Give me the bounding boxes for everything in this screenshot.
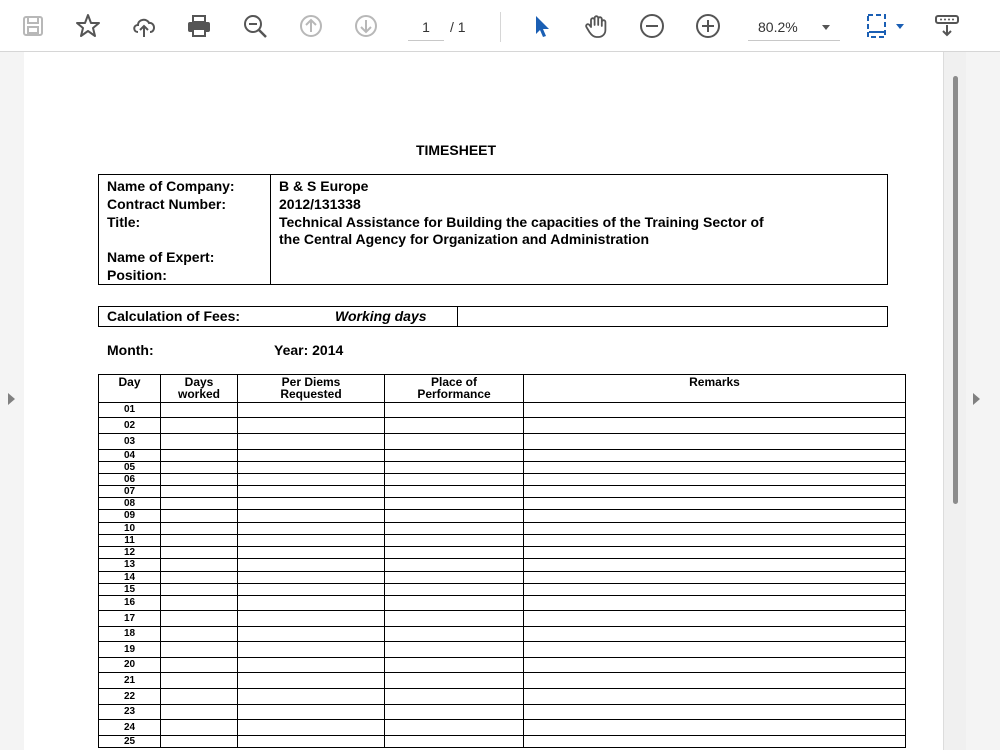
place-cell bbox=[385, 535, 524, 547]
per-diems-cell bbox=[238, 434, 385, 450]
month-label: Month: bbox=[107, 342, 154, 358]
remarks-cell bbox=[524, 627, 906, 642]
table-row bbox=[99, 658, 906, 673]
header-place bbox=[385, 375, 524, 403]
remarks-cell bbox=[524, 559, 906, 572]
day-cell: 18 bbox=[99, 627, 161, 642]
timesheet-table bbox=[98, 374, 906, 748]
per-diems-cell bbox=[238, 510, 385, 523]
place-cell bbox=[385, 403, 524, 418]
table-row bbox=[99, 523, 906, 535]
remarks-cell bbox=[524, 510, 906, 523]
days-worked-cell bbox=[161, 510, 238, 523]
place-cell bbox=[385, 611, 524, 627]
remarks-cell bbox=[524, 450, 906, 462]
table-row bbox=[99, 403, 906, 418]
day-cell: 13 bbox=[99, 559, 161, 572]
days-worked-cell bbox=[161, 450, 238, 462]
expand-right-panel-icon[interactable] bbox=[973, 393, 980, 405]
remarks-cell bbox=[524, 486, 906, 498]
table-row bbox=[99, 673, 906, 689]
header-place-line2: Performance bbox=[417, 387, 491, 401]
chevron-down-icon bbox=[822, 25, 830, 30]
remarks-cell bbox=[524, 418, 906, 434]
contract-info-box bbox=[98, 174, 888, 285]
info-box-divider bbox=[270, 175, 271, 284]
place-cell bbox=[385, 689, 524, 705]
bookmark-star-icon[interactable] bbox=[72, 10, 104, 42]
pdf-page bbox=[24, 52, 943, 750]
header-per-diems-line2: Requested bbox=[280, 387, 342, 401]
table-header-row bbox=[99, 375, 906, 403]
per-diems-cell bbox=[238, 418, 385, 434]
days-worked-cell bbox=[161, 498, 238, 510]
days-worked-cell bbox=[161, 535, 238, 547]
document-viewport[interactable] bbox=[0, 52, 1000, 750]
table-row bbox=[99, 474, 906, 486]
zoom-out-icon[interactable] bbox=[636, 10, 668, 42]
table-row bbox=[99, 642, 906, 658]
remarks-cell bbox=[524, 642, 906, 658]
remarks-cell bbox=[524, 736, 906, 748]
days-worked-cell bbox=[161, 642, 238, 658]
remarks-cell bbox=[524, 535, 906, 547]
table-row bbox=[99, 705, 906, 720]
days-worked-cell bbox=[161, 523, 238, 535]
place-cell bbox=[385, 572, 524, 584]
place-cell bbox=[385, 720, 524, 736]
place-cell bbox=[385, 462, 524, 474]
place-cell bbox=[385, 510, 524, 523]
document-title: TIMESHEET bbox=[415, 142, 497, 158]
remarks-cell bbox=[524, 498, 906, 510]
position-label: Position: bbox=[107, 267, 167, 283]
place-cell bbox=[385, 736, 524, 748]
per-diems-cell bbox=[238, 736, 385, 748]
day-cell: 07 bbox=[99, 486, 161, 498]
day-cell: 02 bbox=[99, 418, 161, 434]
table-row bbox=[99, 611, 906, 627]
table-row bbox=[99, 418, 906, 434]
place-cell bbox=[385, 642, 524, 658]
days-worked-cell bbox=[161, 418, 238, 434]
per-diems-cell bbox=[238, 658, 385, 673]
day-cell: 15 bbox=[99, 584, 161, 596]
table-row bbox=[99, 627, 906, 642]
right-panel-toggle[interactable] bbox=[966, 52, 1000, 750]
table-row bbox=[99, 462, 906, 474]
days-worked-cell bbox=[161, 584, 238, 596]
header-remarks bbox=[524, 375, 906, 403]
remarks-cell bbox=[524, 658, 906, 673]
remarks-cell bbox=[524, 720, 906, 736]
zoom-in-icon[interactable] bbox=[692, 10, 724, 42]
per-diems-cell bbox=[238, 535, 385, 547]
remarks-cell bbox=[524, 523, 906, 535]
place-cell bbox=[385, 705, 524, 720]
days-worked-cell bbox=[161, 705, 238, 720]
place-cell bbox=[385, 559, 524, 572]
left-panel-toggle[interactable] bbox=[0, 52, 24, 750]
remarks-cell bbox=[524, 434, 906, 450]
per-diems-cell bbox=[238, 642, 385, 658]
day-cell: 25 bbox=[99, 736, 161, 748]
days-worked-cell bbox=[161, 611, 238, 627]
contract-number-label: Contract Number: bbox=[107, 196, 227, 212]
days-worked-cell bbox=[161, 627, 238, 642]
scrollbar-thumb[interactable] bbox=[953, 76, 958, 504]
header-place-line1: Place of bbox=[430, 375, 478, 389]
header-days-worked-line2: worked bbox=[177, 387, 220, 401]
table-row bbox=[99, 450, 906, 462]
days-worked-cell bbox=[161, 689, 238, 705]
day-cell: 04 bbox=[99, 450, 161, 462]
header-remarks-label: Remarks bbox=[689, 375, 740, 389]
remarks-cell bbox=[524, 462, 906, 474]
table-row bbox=[99, 547, 906, 559]
table-row bbox=[99, 510, 906, 523]
day-cell: 11 bbox=[99, 535, 161, 547]
days-worked-cell bbox=[161, 462, 238, 474]
per-diems-cell bbox=[238, 572, 385, 584]
per-diems-cell bbox=[238, 720, 385, 736]
download-tools-icon[interactable] bbox=[931, 10, 963, 42]
fit-page-icon[interactable] bbox=[862, 10, 908, 42]
day-cell: 20 bbox=[99, 658, 161, 673]
per-diems-cell bbox=[238, 705, 385, 720]
pdf-toolbar bbox=[0, 0, 1000, 52]
table-row bbox=[99, 689, 906, 705]
header-day-label: Day bbox=[118, 375, 141, 389]
place-cell bbox=[385, 486, 524, 498]
fees-box-divider bbox=[457, 307, 458, 326]
table-row bbox=[99, 596, 906, 611]
remarks-cell bbox=[524, 547, 906, 559]
vertical-scrollbar[interactable] bbox=[943, 52, 966, 750]
per-diems-cell bbox=[238, 584, 385, 596]
per-diems-cell bbox=[238, 611, 385, 627]
days-worked-cell bbox=[161, 559, 238, 572]
table-row bbox=[99, 434, 906, 450]
per-diems-cell bbox=[238, 486, 385, 498]
day-cell: 23 bbox=[99, 705, 161, 720]
remarks-cell bbox=[524, 689, 906, 705]
place-cell bbox=[385, 434, 524, 450]
table-row bbox=[99, 486, 906, 498]
per-diems-cell bbox=[238, 547, 385, 559]
day-cell: 19 bbox=[99, 642, 161, 658]
remarks-cell bbox=[524, 705, 906, 720]
remarks-cell bbox=[524, 403, 906, 418]
place-cell bbox=[385, 658, 524, 673]
zoom-out-search-icon[interactable] bbox=[239, 10, 271, 42]
table-row bbox=[99, 535, 906, 547]
days-worked-cell bbox=[161, 403, 238, 418]
title-value-line2: the Central Agency for Organization and Administration bbox=[279, 231, 649, 247]
day-cell: 05 bbox=[99, 462, 161, 474]
days-worked-cell bbox=[161, 736, 238, 748]
hand-tool-icon[interactable] bbox=[581, 10, 613, 42]
day-cell: 14 bbox=[99, 572, 161, 584]
timesheet-body bbox=[99, 403, 906, 748]
per-diems-cell bbox=[238, 689, 385, 705]
days-worked-cell bbox=[161, 474, 238, 486]
days-worked-cell bbox=[161, 434, 238, 450]
day-cell: 09 bbox=[99, 510, 161, 523]
zoom-level-value: 80.2% bbox=[758, 19, 798, 35]
expert-name-label: Name of Expert: bbox=[107, 249, 215, 265]
day-cell: 06 bbox=[99, 474, 161, 486]
per-diems-cell bbox=[238, 559, 385, 572]
remarks-cell bbox=[524, 611, 906, 627]
days-worked-cell bbox=[161, 720, 238, 736]
table-row bbox=[99, 559, 906, 572]
place-cell bbox=[385, 474, 524, 486]
per-diems-cell bbox=[238, 474, 385, 486]
days-worked-cell bbox=[161, 658, 238, 673]
place-cell bbox=[385, 596, 524, 611]
day-cell: 24 bbox=[99, 720, 161, 736]
current-page-input[interactable]: 1 bbox=[408, 13, 444, 41]
per-diems-cell bbox=[238, 523, 385, 535]
title-value-line1: Technical Assistance for Building the capacities of the Training Sector of bbox=[279, 214, 764, 230]
remarks-cell bbox=[524, 474, 906, 486]
print-icon[interactable] bbox=[183, 10, 215, 42]
table-row bbox=[99, 572, 906, 584]
days-worked-cell bbox=[161, 486, 238, 498]
per-diems-cell bbox=[238, 627, 385, 642]
place-cell bbox=[385, 627, 524, 642]
toolbar-divider bbox=[500, 12, 501, 42]
per-diems-cell bbox=[238, 450, 385, 462]
day-cell: 16 bbox=[99, 596, 161, 611]
save-icon[interactable] bbox=[17, 10, 49, 42]
fees-box bbox=[98, 306, 888, 327]
days-worked-cell bbox=[161, 673, 238, 689]
place-cell bbox=[385, 523, 524, 535]
header-day bbox=[99, 375, 161, 403]
table-row bbox=[99, 736, 906, 748]
day-cell: 03 bbox=[99, 434, 161, 450]
day-cell: 10 bbox=[99, 523, 161, 535]
remarks-cell bbox=[524, 673, 906, 689]
place-cell bbox=[385, 498, 524, 510]
day-cell: 08 bbox=[99, 498, 161, 510]
per-diems-cell bbox=[238, 673, 385, 689]
next-page-icon[interactable] bbox=[350, 10, 382, 42]
days-worked-cell bbox=[161, 547, 238, 559]
zoom-level-select[interactable] bbox=[748, 13, 840, 41]
fees-label: Calculation of Fees: bbox=[107, 308, 241, 324]
days-worked-cell bbox=[161, 572, 238, 584]
previous-page-icon[interactable] bbox=[295, 10, 327, 42]
place-cell bbox=[385, 673, 524, 689]
place-cell bbox=[385, 418, 524, 434]
contract-number-value: 2012/131338 bbox=[279, 196, 361, 212]
page-total: / 1 bbox=[450, 19, 466, 35]
day-cell: 22 bbox=[99, 689, 161, 705]
day-cell: 21 bbox=[99, 673, 161, 689]
title-label: Title: bbox=[107, 214, 141, 230]
per-diems-cell bbox=[238, 403, 385, 418]
per-diems-cell bbox=[238, 498, 385, 510]
day-cell: 12 bbox=[99, 547, 161, 559]
upload-cloud-icon[interactable] bbox=[128, 10, 160, 42]
place-cell bbox=[385, 584, 524, 596]
table-row bbox=[99, 498, 906, 510]
days-worked-cell bbox=[161, 596, 238, 611]
header-days-worked bbox=[161, 375, 238, 403]
day-cell: 17 bbox=[99, 611, 161, 627]
header-days-worked-line1: Days bbox=[184, 375, 214, 389]
per-diems-cell bbox=[238, 596, 385, 611]
place-cell bbox=[385, 547, 524, 559]
select-cursor-icon[interactable] bbox=[525, 10, 557, 42]
per-diems-cell bbox=[238, 462, 385, 474]
remarks-cell bbox=[524, 596, 906, 611]
table-row bbox=[99, 584, 906, 596]
remarks-cell bbox=[524, 572, 906, 584]
remarks-cell bbox=[524, 584, 906, 596]
header-per-diems bbox=[238, 375, 385, 403]
header-per-diems-line1: Per Diems bbox=[281, 375, 341, 389]
year-label: Year: 2014 bbox=[274, 342, 344, 358]
expand-left-panel-icon[interactable] bbox=[8, 393, 15, 405]
table-row bbox=[99, 720, 906, 736]
company-label: Name of Company: bbox=[107, 178, 235, 194]
place-cell bbox=[385, 450, 524, 462]
company-value: B & S Europe bbox=[279, 178, 369, 194]
day-cell: 01 bbox=[99, 403, 161, 418]
fees-value: Working days bbox=[335, 308, 427, 324]
